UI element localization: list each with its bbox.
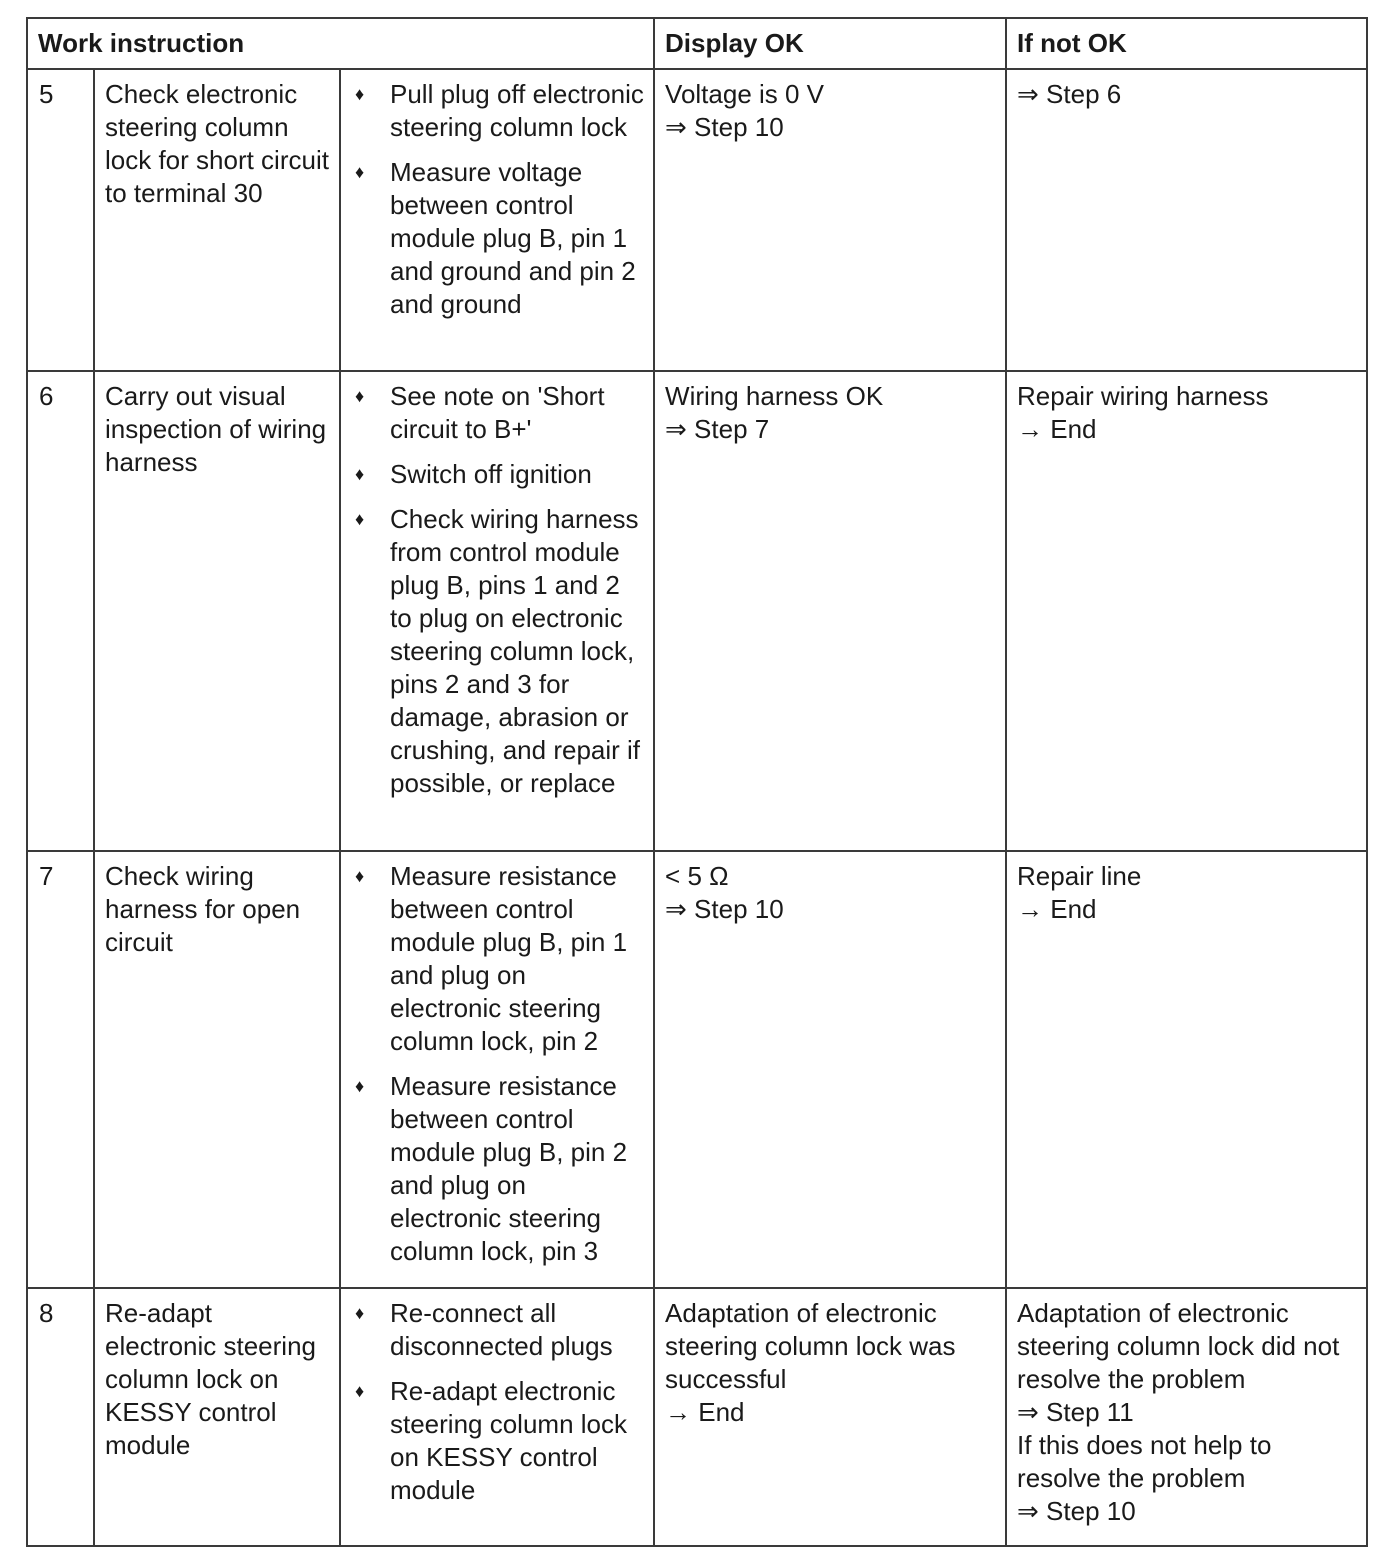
if-not-ok-line: → End <box>1017 414 1097 444</box>
diamond-bullet-icon: ♦ <box>355 162 365 182</box>
if-not-ok-line: → End <box>1017 894 1097 924</box>
action-item <box>351 1297 644 1363</box>
action-text: Re-adapt electronic steering column lock on KESSY control module <box>390 1376 627 1505</box>
display-ok-line: Adaptation of electronic steering column lock was successful <box>665 1298 956 1394</box>
display-ok-cell <box>654 1288 1006 1546</box>
action-item <box>351 1375 644 1507</box>
action-text: Check wiring harness from control module plug B, pins 1 and 2 to plug on electronic steering column lock, pins 2 and 3 for damage, abrasion or crushing, and repair if possible, or replace <box>390 504 641 798</box>
table-row <box>27 371 1367 851</box>
action-item <box>351 380 644 446</box>
action-text: Switch off ignition <box>390 459 592 489</box>
action-text: Pull plug off electronic steering column lock <box>390 79 644 142</box>
table-row <box>27 1288 1367 1546</box>
if-not-ok-line: Repair line <box>1017 861 1142 891</box>
diamond-bullet-icon: ♦ <box>355 84 365 104</box>
action-text: Measure resistance between control module plug B, pin 1 and plug on electronic steering column lock, pin 2 <box>390 861 628 1056</box>
header-display-ok: Display OK <box>654 18 1006 69</box>
display-ok-line: Voltage is 0 V <box>665 79 825 109</box>
display-ok-line: ⇒ Step 10 <box>665 894 784 924</box>
action-list <box>351 380 644 800</box>
action-text: Measure voltage between control module plug B, pin 1 and ground and pin 2 and ground <box>390 157 636 319</box>
task-description: Re-adapt electronic steering column lock on KESSY control module <box>94 1288 340 1546</box>
diamond-bullet-icon: ♦ <box>355 1303 365 1323</box>
header-row <box>27 18 1367 69</box>
display-ok-cell <box>654 371 1006 851</box>
diamond-bullet-icon: ♦ <box>355 509 365 529</box>
if-not-ok-cell <box>1006 69 1367 371</box>
action-list <box>351 78 644 321</box>
action-item <box>351 1070 644 1268</box>
action-item <box>351 458 644 491</box>
diamond-bullet-icon: ♦ <box>355 464 365 484</box>
action-list-cell <box>340 1288 654 1546</box>
if-not-ok-line: If this does not help to resolve the problem <box>1017 1430 1272 1493</box>
action-text: See note on 'Short circuit to B+' <box>390 381 605 444</box>
display-ok-line: ⇒ Step 7 <box>665 414 770 444</box>
work-instruction-table <box>26 17 1368 1547</box>
step-number: 7 <box>27 851 94 1288</box>
table-row <box>27 851 1367 1288</box>
step-number: 5 <box>27 69 94 371</box>
action-list-cell <box>340 69 654 371</box>
if-not-ok-line: ⇒ Step 6 <box>1017 79 1122 109</box>
action-list <box>351 1297 644 1507</box>
diamond-bullet-icon: ♦ <box>355 1381 365 1401</box>
step-number: 8 <box>27 1288 94 1546</box>
display-ok-cell <box>654 69 1006 371</box>
display-ok-line: < 5 Ω <box>665 861 729 891</box>
diamond-bullet-icon: ♦ <box>355 386 365 406</box>
if-not-ok-cell <box>1006 1288 1367 1546</box>
action-item <box>351 860 644 1058</box>
diamond-bullet-icon: ♦ <box>355 1076 365 1096</box>
display-ok-line: Wiring harness OK <box>665 381 884 411</box>
if-not-ok-cell <box>1006 851 1367 1288</box>
display-ok-line: → End <box>665 1397 745 1427</box>
action-list <box>351 860 644 1268</box>
header-work-instruction: Work instruction <box>27 18 654 69</box>
action-item <box>351 156 644 321</box>
action-list-cell <box>340 851 654 1288</box>
action-item <box>351 503 644 800</box>
task-description: Check electronic steering column lock for short circuit to terminal 30 <box>94 69 340 371</box>
action-list-cell <box>340 371 654 851</box>
action-text: Measure resistance between control module plug B, pin 2 and plug on electronic steering column lock, pin 3 <box>390 1071 628 1266</box>
task-description: Check wiring harness for open circuit <box>94 851 340 1288</box>
display-ok-line: ⇒ Step 10 <box>665 112 784 142</box>
if-not-ok-line: ⇒ Step 10 <box>1017 1496 1136 1526</box>
if-not-ok-line: ⇒ Step 11 <box>1017 1397 1134 1427</box>
action-text: Re-connect all disconnected plugs <box>390 1298 613 1361</box>
task-description: Carry out visual inspection of wiring harness <box>94 371 340 851</box>
diamond-bullet-icon: ♦ <box>355 866 365 886</box>
if-not-ok-line: Adaptation of electronic steering column lock did not resolve the problem <box>1017 1298 1340 1394</box>
table-row <box>27 69 1367 371</box>
if-not-ok-line: Repair wiring harness <box>1017 381 1269 411</box>
step-number: 6 <box>27 371 94 851</box>
display-ok-cell <box>654 851 1006 1288</box>
action-item <box>351 78 644 144</box>
header-if-not-ok: If not OK <box>1006 18 1367 69</box>
if-not-ok-cell <box>1006 371 1367 851</box>
